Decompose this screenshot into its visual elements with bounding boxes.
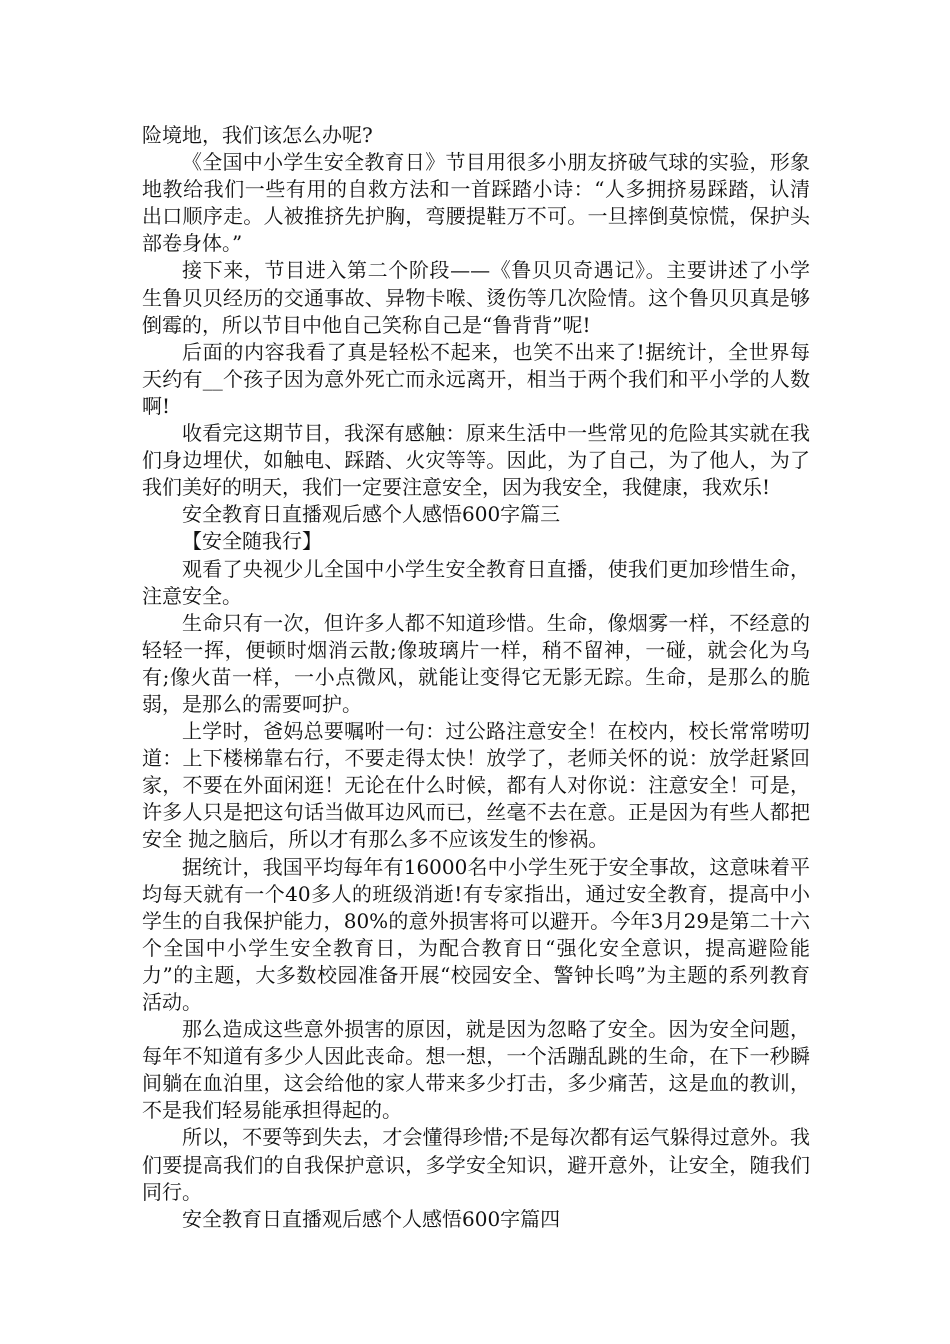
- paragraph: 生命只有一次，但许多人都不知道珍惜。生命，像烟雾一样，不经意的轻轻一挥，便顿时烟消云散;像玻璃片一样，稍不留神，一碰，就会化为乌有;像火苗一样，一小点微风，就能让变得它无影无踪。生命，是那么的脆弱，是那么的需要呵护。: [142, 610, 810, 716]
- document-body: [142, 122, 810, 1233]
- paragraph: 据统计，我国平均每年有16000名中小学生死于安全事故，这意味着平均每天就有一个40多人的班级消逝!有专家指出，通过安全教育，提高中小学生的自我保护能力，80%的意外损害将可以避开。今年3月29是第二十六个全国中小学生安全教育日，为配合教育日“强化安全意识，提高避险能力”的主题，大多数校园准备开展“校园安全、警钟长鸣”为主题的系列教育活动。: [142, 854, 810, 1014]
- paragraph: 收看完这期节目，我深有感触：原来生活中一些常见的危险其实就在我们身边埋伏，如触电、踩踏、火灾等等。因此，为了自己，为了他人，为了我们美好的明天，我们一定要注意安全，因为我安全，我健康，我欢乐!: [142, 421, 810, 500]
- paragraph: 安全教育日直播观后感个人感悟600字篇三: [182, 502, 561, 527]
- paragraph: 【安全随我行】: [182, 529, 322, 554]
- paragraph: 安全教育日直播观后感个人感悟600字篇四: [182, 1206, 561, 1231]
- paragraph: 那么造成这些意外损害的原因，就是因为忽略了安全。因为安全问题，每年不知道有多少人因此丧命。想一想，一个活蹦乱跳的生命，在下一秒瞬间躺在血泊里，这会给他的家人带来多少打击，多少痛苦，这是血的教训，不是我们轻易能承担得起的。: [142, 1017, 810, 1123]
- paragraph: 观看了央视少儿全国中小学生安全教育日直播，使我们更加珍惜生命，注意安全。: [142, 556, 810, 608]
- paragraph: 《全国中小学生安全教育日》节目用很多小朋友挤破气球的实验，形象地教给我们一些有用的自救方法和一首踩踏小诗：“人多拥挤易踩踏，认清出口顺序走。人被推挤先护胸，弯腰提鞋万不可。一旦摔倒莫惊慌，保护头部卷身体。”: [142, 150, 810, 256]
- paragraph: 接下来，节目进入第二个阶段——《鲁贝贝奇遇记》。主要讲述了小学生鲁贝贝经历的交通事故、异物卡喉、烫伤等几次险情。这个鲁贝贝真是够倒霉的，所以节目中他自己笑称自己是“鲁背背”呢!: [142, 258, 810, 337]
- paragraph: 所以，不要等到失去，才会懂得珍惜;不是每次都有运气躲得过意外。我们要提高我们的自我保护意识，多学安全知识，避开意外，让安全，随我们同行。: [142, 1125, 810, 1204]
- paragraph: 上学时，爸妈总要嘱咐一句：过公路注意安全！在校内，校长常常唠叨道：上下楼梯靠右行，不要走得太快！放学了，老师关怀的说：放学赶紧回家，不要在外面闲逛！无论在什么时候，都有人对你说：注意安全！可是，许多人只是把这句话当做耳边风而已，丝毫不去在意。正是因为有些人都把 安全 抛之脑后，所以才有那么多不应该发生的惨祸。: [142, 719, 810, 852]
- paragraph: 后面的内容我看了真是轻松不起来，也笑不出来了!据统计，全世界每天约有__个孩子因为意外死亡而永远离开，相当于两个我们和平小学的人数啊!: [142, 339, 810, 418]
- paragraph: 险境地，我们该怎么办呢?: [142, 123, 373, 147]
